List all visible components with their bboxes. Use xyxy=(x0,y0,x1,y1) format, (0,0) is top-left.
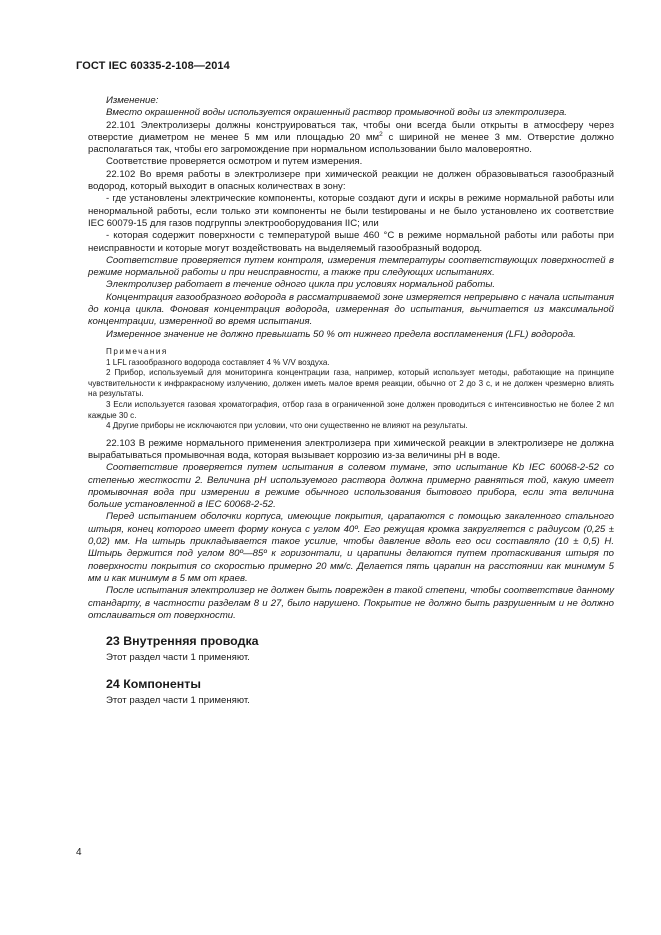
notes-title: Примечания xyxy=(106,346,168,356)
bullet-item-2: - которая содержит поверхности с температурой выше 460 °С в режиме нормальной работы или работы при неисправности и которые могут воздействовать на выделяемый газообразный водород. xyxy=(88,230,614,254)
compliance-text-5: Соответствие проверяется путем испытания в солевом тумане, это испытание Kb IEC 60068-2-52 со степенью жесткости 2. Величина pH используемого раствора должна примерно равняться той, какую имеет промывочная вода при измерении в режиме обычного использования бытового прибора, если эта величина больше установленной в IEC 60068-2-52. xyxy=(88,462,614,511)
compliance-text-6: Перед испытанием оболочки корпуса, имеющие покрытия, царапаются с помощью закаленного стального штыря, конец которого имеет форму конуса с углом 40º. Его режущая кромка закругляется с радиусом (0,25 ± 0,02) мм. На штырь прикладывается такое усилие, чтобы давление вдоль его оси составляло (10 ± 0,5) Н. Штырь держится под углом 80º—85º к горизонтали, и царапины делаются путем протаскивания штыря по поверхности покрытия со скоростью примерно 20 мм/с. Делается пять царапин на расстоянии как минимум 5 мм и как минимум в 5 мм от краев. xyxy=(88,511,614,584)
change-label: Изменение: xyxy=(106,95,159,106)
clause-22-102: 22.102 Во время работы в электролизере при химической реакции не должен образовываться газообразный водород, который выходит в опасных количествах в зону: xyxy=(88,168,614,193)
bullet-item-1: - где установлены электрические компоненты, которые создают дуги и искры в режиме нормальной работы или ненормальной работы, если только эти компоненты не были testированы и не было установлено их соответствие IEC 60079-15 для газов подгруппы электрооборудования IIC; или xyxy=(88,193,614,229)
clause-22-101-tail: с шириной не менее 3 мм. Отверстие должно располагаться так, чтобы его загромождение при нормальном использовании было маловероятно. xyxy=(88,131,614,156)
clause-22-103: 22.103 В режиме нормального применения электролизера при химической реакции в электролизере не должна вырабатываться промывочная вода, которая вызывает коррозию из-за величины pH в воде. xyxy=(88,437,614,461)
section-24-title: 24 Компоненты xyxy=(106,676,201,691)
document-header: ГОСТ IEC 60335-2-108—2014 xyxy=(76,60,230,72)
note-2: 2 Прибор, используемый для мониторинга концентрации газа, например, который использует методы, работающие на принципе чувствительности к инфракрасному излучению, должен иметь малое время реакции, обычно от 2 до 3 с, и не должен чрезмерно влиять на результаты. xyxy=(88,368,614,399)
compliance-text-2: Электролизер работает в течение одного цикла при условиях нормальной работы. xyxy=(106,279,496,291)
document-body xyxy=(88,95,614,707)
compliance-text-7: После испытания электролизер не должен быть поврежден в такой степени, чтобы соответствие данному стандарту, в частности разделам 8 и 27, было нарушено. Покрытие не должно быть разрушенным и не должно отслаиваться от поверхности. xyxy=(88,585,614,621)
compliance-text-1: Соответствие проверяется путем контроля, измерения температуры соответствующих поверхностей в режиме нормальной работы и при неисправности, а также при следующих испытаниях. xyxy=(88,254,614,279)
clause-22-101-superscript: 2 xyxy=(379,130,383,138)
clause-22-101-text: 22.101 Электролизеры должны конструироваться так, чтобы они всегда были открыты в атмосферу через отверстие диаметром не менее 5 мм или площадью 20 мм xyxy=(88,119,614,143)
section-24-text: Этот раздел части 1 применяют. xyxy=(106,695,250,707)
page-number: 4 xyxy=(76,847,82,858)
section-23-text: Этот раздел части 1 применяют. xyxy=(106,652,250,664)
section-23-title: 23 Внутренняя проводка xyxy=(106,634,259,649)
compliance-text-3: Концентрация газообразного водорода в рассматриваемой зоне измеряется непрерывно с начала испытания до конца цикла. Фоновая концентрация водорода, измеренная до испытания, вычитается из максимальной концентрации, измеренной во время испытания. xyxy=(88,291,614,328)
change-text: Вместо окрашенной воды используется окрашенный раствор промывочной воды из электролизера. xyxy=(106,107,567,119)
clause-22-101 xyxy=(88,120,614,157)
compliance-check-1: Соответствие проверяется осмотром и путем измерения. xyxy=(106,156,363,168)
notes-block xyxy=(88,347,614,432)
note-1: 1 LFL газообразного водорода составляет 4 % V/V воздуха. xyxy=(106,357,330,367)
note-4: 4 Другие приборы не исключаются при условии, что они существенно не влияют на результаты. xyxy=(106,421,468,431)
note-3: 3 Если используется газовая хроматография, отбор газа в ограниченной зоне должен проводиться с интенсивностью не более 2 мл каждые 30 с. xyxy=(88,399,614,420)
compliance-text-4: Измеренное значение не должно превышать 50 % от нижнего предела воспламенения (LFL) водорода. xyxy=(106,328,576,340)
